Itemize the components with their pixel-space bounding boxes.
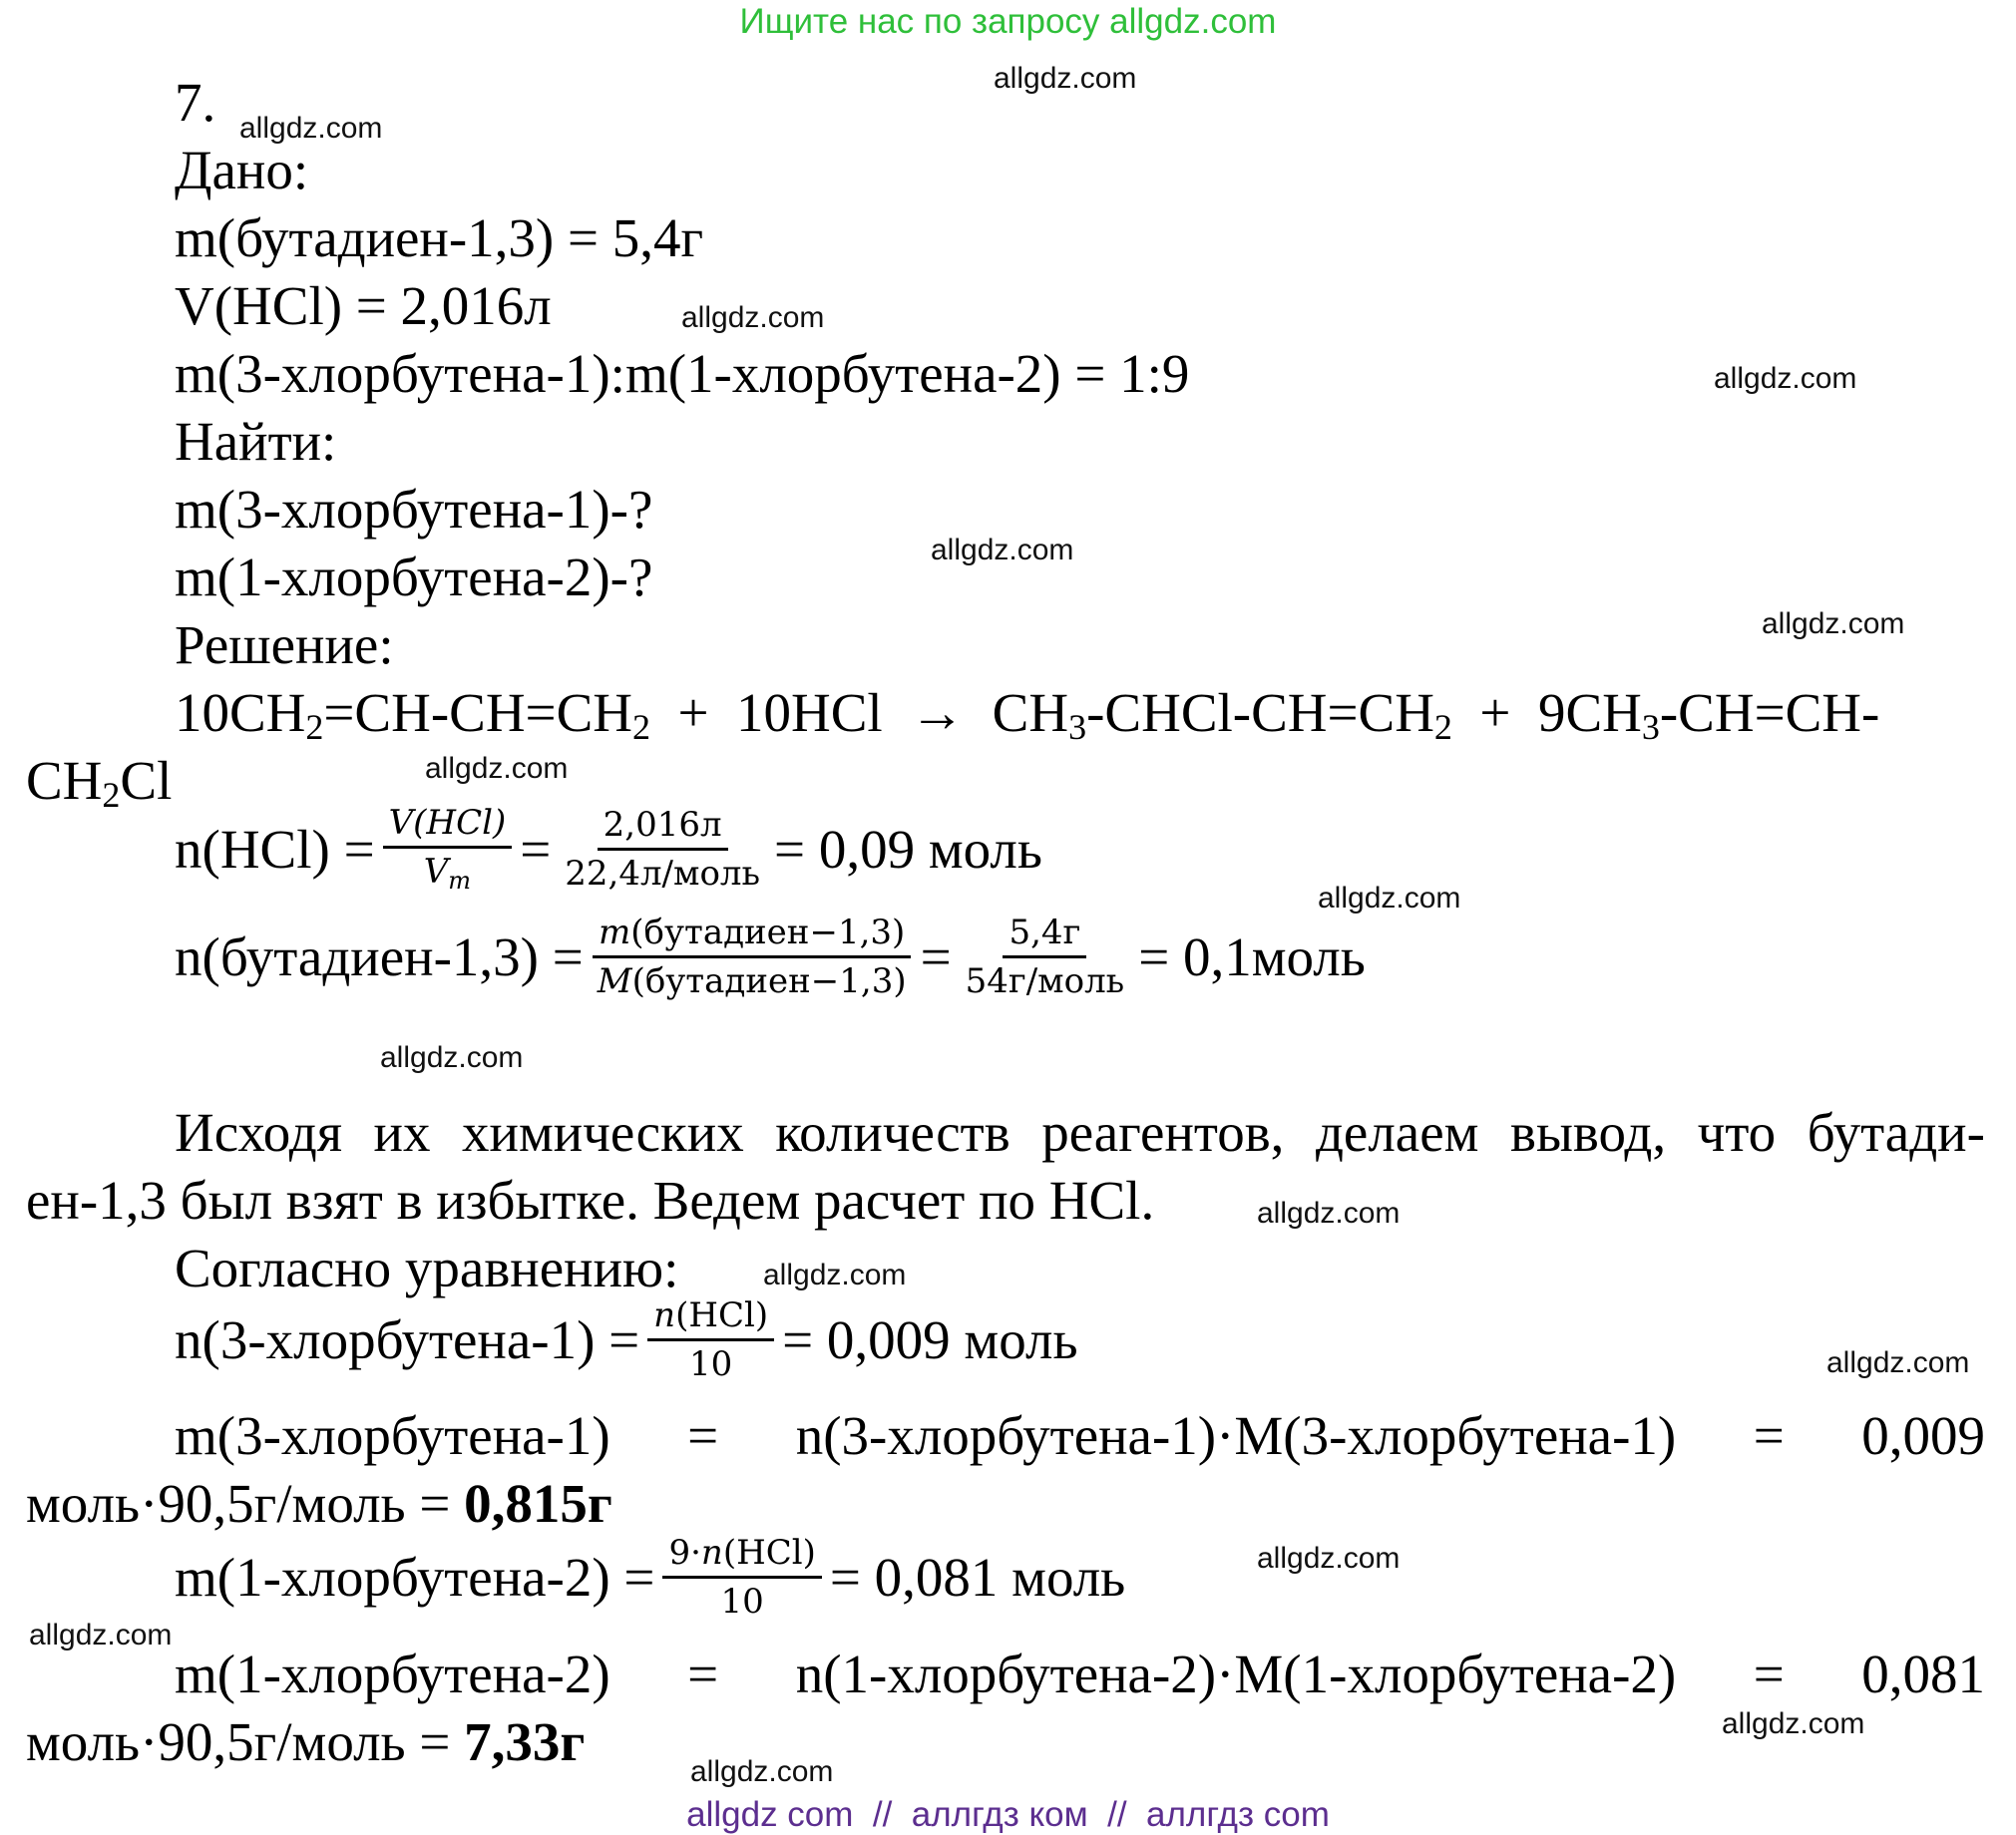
- equation-m-3-chlorobutene: m(3-хлорбутена-1) = n(3-хлорбутена-1)·M(3-хлорбутена-1) = 0,009: [175, 1405, 1985, 1466]
- fraction: $\frac{5,4г}{\text{54г/моль}}$: [965, 913, 1125, 1001]
- watermark: allgdz.com: [239, 112, 383, 145]
- equation-m-1-chlorobutene-cont: моль·90,5г/моль = 7,33г: [26, 1711, 586, 1772]
- equation-m-1-chlorobutene: m(1-хлорбутена-2) = n(1-хлорбутена-2)·M(1-хлорбутена-2) = 0,081: [175, 1644, 1985, 1704]
- fraction: $\frac{\text{n(HCl)}}{10}$: [647, 1298, 774, 1381]
- equation-m-3-chlorobutene-cont: моль·90,5г/моль = 0,815г: [26, 1473, 612, 1534]
- watermark: allgdz.com: [681, 301, 825, 334]
- watermark: allgdz.com: [1257, 1542, 1401, 1575]
- equation-n-hcl: n(HCl) = $\frac{\text{V(HCl)}}{V_m}$ = $\frac{2,016л}{\text{22,4л/моль}}$ = 0,09 моль: [175, 803, 1042, 895]
- given-line: V(HCl) = 2,016л: [175, 275, 552, 336]
- search-banner[interactable]: Ищите нас по запросу allgdz.com: [739, 2, 1277, 41]
- problem-number: 7.: [175, 72, 216, 133]
- reaction-equation: $10CH_2=CH-CH=CH_2 + 10HCl$ → $CH_3-CHCl-CH=CH_2 + 9CH_3-CH=CH-$: [175, 682, 1880, 747]
- find-line: m(3-хлорбутена-1)-?: [175, 479, 653, 540]
- watermark: allgdz.com: [380, 1041, 524, 1074]
- watermark: allgdz.com: [690, 1755, 834, 1788]
- equation-n-3-chlorobutene: n(3-хлорбутена-1) = $\frac{\text{n(HCl)}}{10}$ = 0,009 моль: [175, 1295, 1078, 1384]
- reaction-equation-cont: $CH_2Cl$: [26, 750, 173, 815]
- fraction: $\frac{2,016л}{\text{22,4л/моль}}$: [565, 805, 761, 894]
- fraction: $\frac{\text{V(HCl)}}{V_m}$: [383, 806, 513, 893]
- footer-links[interactable]: allgdz com // аллгдз ком // аллгдз com: [686, 1795, 1330, 1834]
- conclusion-line: ен-1,3 был взят в избытке. Ведем расчет по HCl.: [26, 1170, 1155, 1231]
- given-line: m(3-хлорбутена-1):m(1-хлорбутена-2) = 1:9: [175, 343, 1190, 404]
- fraction: $\frac{\text{9·n(HCl)}}{10}$: [662, 1536, 821, 1619]
- watermark: allgdz.com: [1714, 362, 1857, 395]
- according-label: Согласно уравнению:: [175, 1238, 679, 1298]
- watermark: allgdz.com: [1318, 882, 1461, 915]
- equation-n-1-chlorobutene: m(1-хлорбутена-2) = $\frac{\text{9·n(HCl)}}{10}$ = 0,081 моль: [175, 1533, 1126, 1622]
- solution-title: Решение:: [175, 614, 394, 675]
- watermark: allgdz.com: [994, 62, 1137, 95]
- fraction: $\frac{\text{m(бутадиен−1,3)}}{\text{M(бутадиен−1,3)}}$: [592, 916, 913, 998]
- watermark: allgdz.com: [1722, 1707, 1865, 1740]
- watermark: allgdz.com: [425, 752, 569, 785]
- find-line: m(1-хлорбутена-2)-?: [175, 547, 653, 607]
- conclusion-line: Исходя их химических количеств реагентов, делаем вывод, что бутади-: [175, 1102, 1985, 1163]
- given-title: Дано:: [175, 140, 309, 200]
- watermark: allgdz.com: [1826, 1346, 1970, 1379]
- equation-n-butadiene: n(бутадиен-1,3) = $\frac{\text{m(бутадиен−1,3)}}{\text{M(бутадиен−1,3)}}$ = $\frac{5,4г}{\text{54г/моль}}$ = 0,1моль: [175, 913, 1366, 1001]
- watermark: allgdz.com: [763, 1259, 907, 1291]
- find-title: Найти:: [175, 411, 337, 472]
- watermark: allgdz.com: [29, 1619, 173, 1652]
- given-line: m(бутадиен-1,3) = 5,4г: [175, 207, 704, 268]
- watermark: allgdz.com: [1762, 607, 1905, 640]
- answer: 7,33г: [464, 1711, 586, 1772]
- watermark: allgdz.com: [1257, 1197, 1401, 1230]
- answer: 0,815г: [464, 1473, 612, 1534]
- watermark: allgdz.com: [931, 534, 1074, 566]
